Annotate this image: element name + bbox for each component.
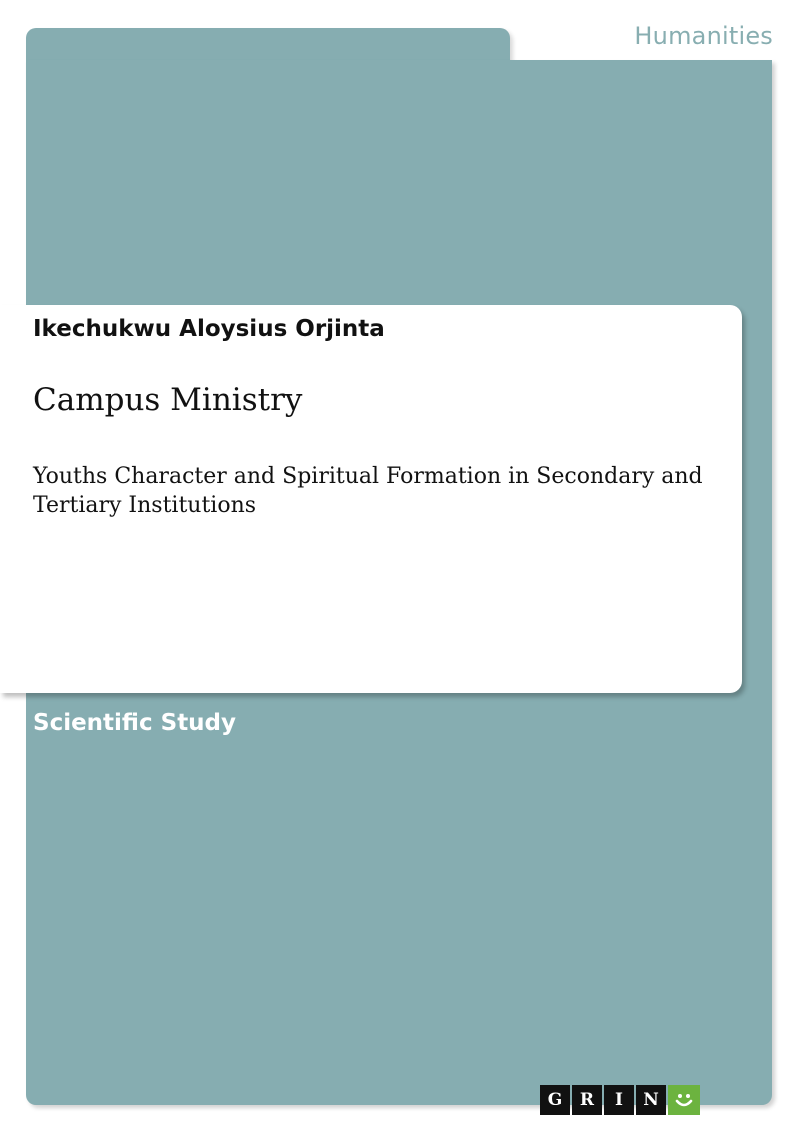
book-subtitle: Youths Character and Spiritual Formation in Secondary and Tertiary Institutions: [33, 464, 703, 518]
smiley-icon: [668, 1085, 700, 1115]
logo-letter-i: I: [604, 1085, 634, 1115]
logo-letter-g: G: [540, 1085, 570, 1115]
logo-letter-n: N: [636, 1085, 666, 1115]
publisher-logo: [540, 1085, 700, 1115]
category-label: Humanities: [634, 22, 773, 50]
logo-letter-r: R: [572, 1085, 602, 1115]
book-title: Campus Ministry: [33, 382, 303, 418]
series-label: Scientific Study: [33, 710, 237, 736]
author-name: Ikechukwu Aloysius Orjinta: [33, 316, 385, 342]
